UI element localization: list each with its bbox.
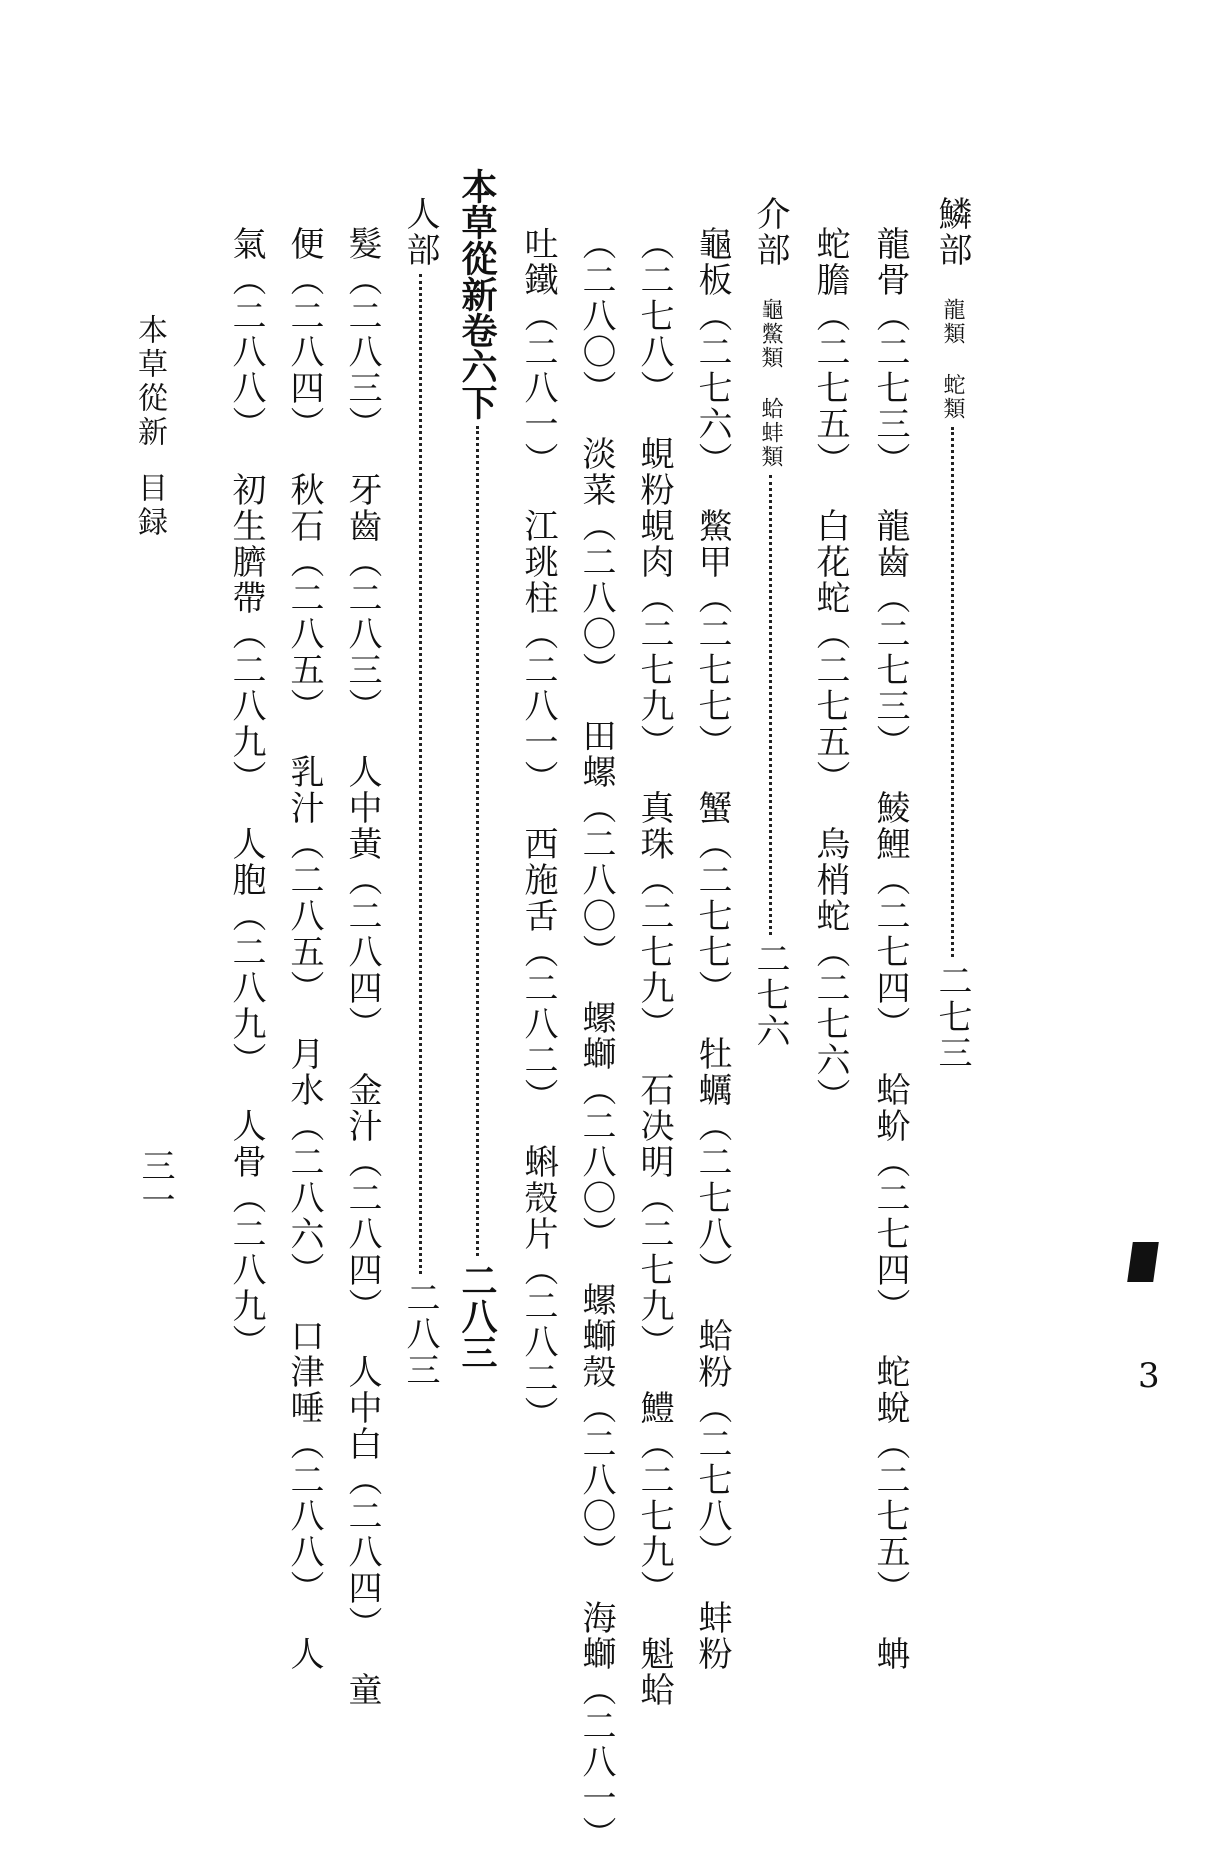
toc-entry: 人胞（二八九） xyxy=(226,826,266,1078)
toc-entry: 蛤粉（二七八） xyxy=(692,1318,732,1570)
toc-entry: （二八〇） xyxy=(576,226,616,406)
toc-entry: 西施舌（二八二） xyxy=(518,826,558,1114)
toc-entry: 鯪鯉（二七四） xyxy=(870,790,910,1042)
toc-entry: 氣（二八八） xyxy=(226,226,266,442)
toc-entry: 人 xyxy=(284,1636,324,1672)
toc-column-jie-row3 xyxy=(576,226,616,1852)
toc-entry: 二八三 xyxy=(400,1280,440,1388)
toc-entry: 牡蠣（二七八） xyxy=(692,1036,732,1288)
toc-entry: 人中白（二八四） xyxy=(342,1354,382,1642)
toc-entry: 螺螄（二八〇） xyxy=(576,1000,616,1252)
toc-entry: 鱉甲（二七七） xyxy=(692,508,732,760)
toc-entry: 真珠（二七九） xyxy=(634,790,674,1042)
toc-column-ren-heading xyxy=(400,196,440,1388)
toc-entry: 淡菜（二八〇） xyxy=(576,436,616,688)
toc-entry: 江珧柱（二八一） xyxy=(518,508,558,796)
toc-column-jie-row2 xyxy=(634,226,674,1708)
toc-entry: 龍骨（二七三） xyxy=(870,226,910,478)
toc-entry: 便（二八四） xyxy=(284,226,324,442)
toc-column-lin-heading xyxy=(932,196,972,1071)
toc-entry: 蚌粉 xyxy=(692,1600,732,1672)
toc-entry: 初生臍帶（二八九） xyxy=(226,472,266,796)
toc-entry: （二七八） xyxy=(634,226,674,406)
toc-entry: 烏梢蛇（二七六） xyxy=(810,826,850,1114)
toc-entry: 月水（二八六） xyxy=(284,1036,324,1288)
toc-entry: 人骨（二八九） xyxy=(226,1108,266,1360)
toc-entry: 蛤蚧（二七四） xyxy=(870,1072,910,1324)
toc-column-juan-title xyxy=(456,168,498,1370)
toc-column-jie-row4 xyxy=(518,226,558,1432)
toc-entry: 蟹（二七七） xyxy=(692,790,732,1006)
toc-entry: 本草從新卷六下 xyxy=(456,168,498,420)
toc-entry: 人部 xyxy=(400,196,440,268)
toc-entry: 鱧（二七九） xyxy=(634,1390,674,1606)
toc-entry: 秋石（二八五） xyxy=(284,472,324,724)
toc-entry: 二七六 xyxy=(750,941,790,1049)
toc-entry: 蛇膽（二七五） xyxy=(810,226,850,478)
leader-dots xyxy=(476,426,479,1256)
category-note: 龍類 蛇類 xyxy=(940,298,965,421)
toc-entry: 童 xyxy=(342,1672,382,1708)
toc-entry: 石决明（二七九） xyxy=(634,1072,674,1360)
category-note: 龜鱉類 蛤蚌類 xyxy=(758,298,783,469)
toc-entry: 白花蛇（二七五） xyxy=(810,508,850,796)
running-head-section: 目録 xyxy=(132,472,167,540)
toc-entry: 蚺 xyxy=(870,1636,910,1672)
toc-column-lin-row2 xyxy=(810,226,850,1114)
scan-mark xyxy=(1127,1242,1159,1282)
toc-entry: 蝌殼片（二八二） xyxy=(518,1144,558,1432)
leader-dots xyxy=(419,274,422,1274)
toc-entry: 介部 xyxy=(750,196,790,268)
leader-dots xyxy=(769,475,772,935)
toc-entry: 口津唾（二八八） xyxy=(284,1318,324,1606)
page-number: 3 xyxy=(1138,1356,1160,1396)
toc-entry: 金汁（二八四） xyxy=(342,1072,382,1324)
toc-column-ren-row2 xyxy=(284,226,324,1672)
toc-column-jie-row1 xyxy=(692,226,732,1672)
toc-entry: 人中黃（二八四） xyxy=(342,754,382,1042)
toc-entry: 二八三 xyxy=(456,1262,498,1370)
toc-entry: 海螄（二八一） xyxy=(576,1600,616,1852)
toc-entry: 田螺（二八〇） xyxy=(576,718,616,970)
toc-entry: 髮（二八三） xyxy=(342,226,382,442)
toc-entry: 鱗部 xyxy=(932,196,972,268)
leader-dots xyxy=(951,427,954,957)
toc-entry: 龜板（二七六） xyxy=(692,226,732,478)
running-head xyxy=(132,314,167,540)
toc-entry: 牙齒（二八三） xyxy=(342,472,382,724)
toc-column-lin-row1 xyxy=(870,226,910,1672)
toc-entry: 蛇蛻（二七五） xyxy=(870,1354,910,1606)
toc-column-ren-row1 xyxy=(342,226,382,1708)
running-head-title: 本草從新 xyxy=(132,314,167,450)
toc-entry: 乳汁（二八五） xyxy=(284,754,324,1006)
toc-entry: 龍齒（二七三） xyxy=(870,508,910,760)
toc-entry: 魁蛤 xyxy=(634,1636,674,1708)
toc-entry: 二七三 xyxy=(932,963,972,1071)
toc-entry: 蜆粉蜆肉（二七九） xyxy=(634,436,674,760)
folio: 三一 xyxy=(135,1148,175,1216)
toc-column-ren-row3 xyxy=(226,226,266,1360)
toc-column-jie-heading xyxy=(750,196,790,1049)
toc-entry: 吐鐵（二八一） xyxy=(518,226,558,478)
toc-entry: 螺螄殼（二八〇） xyxy=(576,1282,616,1570)
